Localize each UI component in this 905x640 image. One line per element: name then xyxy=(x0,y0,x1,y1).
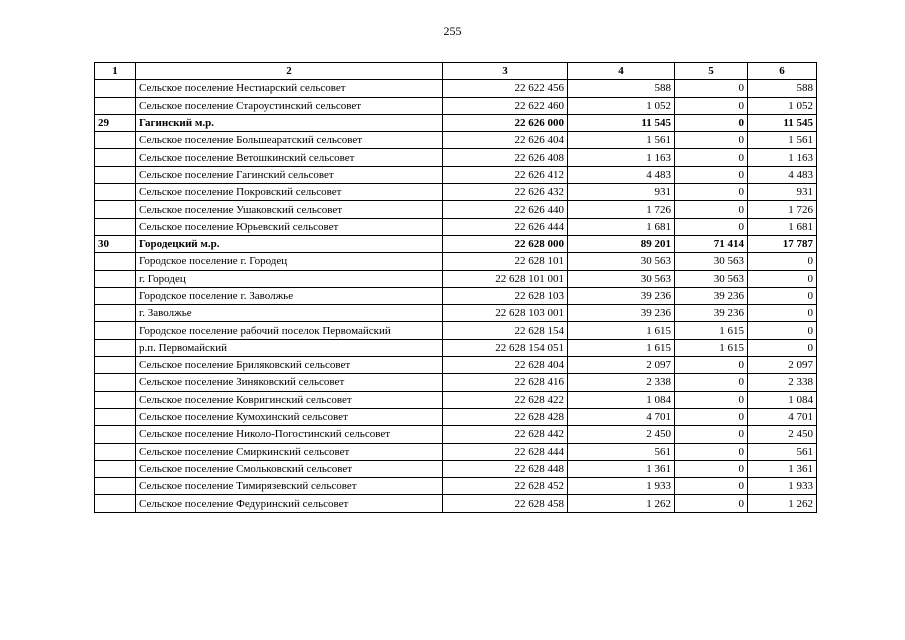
row-value-col4-cell: 2 097 xyxy=(568,357,675,374)
row-value-col6-cell: 1 262 xyxy=(748,495,817,512)
table-row xyxy=(95,132,817,149)
row-code-cell: 22 626 408 xyxy=(443,149,568,166)
row-value-col4-cell: 39 236 xyxy=(568,305,675,322)
header-col-4: 4 xyxy=(568,63,675,80)
row-value-col5-cell: 0 xyxy=(675,80,748,97)
row-value-col4-cell: 1 262 xyxy=(568,495,675,512)
row-name-cell: Сельское поселение Николо-Погостинский сельсовет xyxy=(136,426,443,443)
row-number-cell xyxy=(95,478,136,495)
row-name-cell: Сельское поселение Тимирязевский сельсовет xyxy=(136,478,443,495)
table-row xyxy=(95,374,817,391)
row-value-col6-cell: 0 xyxy=(748,270,817,287)
table-row xyxy=(95,443,817,460)
row-number-cell xyxy=(95,253,136,270)
row-value-col6-cell: 17 787 xyxy=(748,235,817,252)
table-row xyxy=(95,184,817,201)
row-code-cell: 22 626 412 xyxy=(443,166,568,183)
row-name-cell: г. Заволжье xyxy=(136,305,443,322)
row-value-col6-cell: 1 726 xyxy=(748,201,817,218)
table-row xyxy=(95,495,817,512)
row-value-col5-cell: 1 615 xyxy=(675,322,748,339)
row-value-col6-cell: 1 084 xyxy=(748,391,817,408)
row-value-col5-cell: 0 xyxy=(675,426,748,443)
row-value-col4-cell: 1 561 xyxy=(568,132,675,149)
row-value-col6-cell: 11 545 xyxy=(748,114,817,131)
table-row xyxy=(95,322,817,339)
row-value-col4-cell: 2 338 xyxy=(568,374,675,391)
table-row xyxy=(95,253,817,270)
row-value-col5-cell: 0 xyxy=(675,132,748,149)
row-value-col4-cell: 4 701 xyxy=(568,408,675,425)
row-name-cell: Сельское поселение Юрьевский сельсовет xyxy=(136,218,443,235)
row-value-col6-cell: 2 338 xyxy=(748,374,817,391)
row-value-col4-cell: 89 201 xyxy=(568,235,675,252)
header-col-1: 1 xyxy=(95,63,136,80)
row-number-cell xyxy=(95,132,136,149)
row-code-cell: 22 626 000 xyxy=(443,114,568,131)
row-code-cell: 22 628 154 xyxy=(443,322,568,339)
row-number-cell xyxy=(95,218,136,235)
row-value-col5-cell: 0 xyxy=(675,391,748,408)
table-row xyxy=(95,97,817,114)
row-number-cell xyxy=(95,305,136,322)
row-value-col5-cell: 39 236 xyxy=(675,287,748,304)
row-number-cell xyxy=(95,184,136,201)
row-value-col5-cell: 0 xyxy=(675,443,748,460)
table-row xyxy=(95,426,817,443)
row-value-col4-cell: 561 xyxy=(568,443,675,460)
table-row xyxy=(95,201,817,218)
row-value-col4-cell: 1 615 xyxy=(568,322,675,339)
table-row xyxy=(95,460,817,477)
row-value-col4-cell: 2 450 xyxy=(568,426,675,443)
row-code-cell: 22 628 428 xyxy=(443,408,568,425)
row-value-col5-cell: 0 xyxy=(675,357,748,374)
row-value-col5-cell: 0 xyxy=(675,114,748,131)
row-code-cell: 22 628 103 xyxy=(443,287,568,304)
row-code-cell: 22 628 103 001 xyxy=(443,305,568,322)
row-value-col5-cell: 0 xyxy=(675,97,748,114)
row-code-cell: 22 626 404 xyxy=(443,132,568,149)
row-value-col5-cell: 0 xyxy=(675,460,748,477)
row-value-col6-cell: 0 xyxy=(748,287,817,304)
row-code-cell: 22 626 440 xyxy=(443,201,568,218)
row-value-col4-cell: 30 563 xyxy=(568,270,675,287)
row-number-cell xyxy=(95,443,136,460)
row-code-cell: 22 628 416 xyxy=(443,374,568,391)
table-row xyxy=(95,408,817,425)
row-value-col6-cell: 2 097 xyxy=(748,357,817,374)
row-name-cell: Сельское поселение Ветошкинский сельсовет xyxy=(136,149,443,166)
row-code-cell: 22 628 101 001 xyxy=(443,270,568,287)
table-row xyxy=(95,305,817,322)
row-name-cell: Сельское поселение Бриляковский сельсовет xyxy=(136,357,443,374)
row-name-cell: Сельское поселение Ушаковский сельсовет xyxy=(136,201,443,218)
row-value-col4-cell: 931 xyxy=(568,184,675,201)
row-code-cell: 22 628 444 xyxy=(443,443,568,460)
page-number: 255 xyxy=(443,24,462,38)
row-value-col6-cell: 588 xyxy=(748,80,817,97)
row-number-cell xyxy=(95,322,136,339)
row-code-cell: 22 628 448 xyxy=(443,460,568,477)
table-row xyxy=(95,114,817,131)
row-number-cell xyxy=(95,374,136,391)
row-value-col4-cell: 4 483 xyxy=(568,166,675,183)
row-name-cell: Городское поселение рабочий поселок Первомайский xyxy=(136,322,443,339)
row-code-cell: 22 628 452 xyxy=(443,478,568,495)
row-value-col5-cell: 0 xyxy=(675,408,748,425)
row-value-col6-cell: 1 681 xyxy=(748,218,817,235)
row-number-cell xyxy=(95,80,136,97)
row-value-col6-cell: 4 701 xyxy=(748,408,817,425)
row-number-cell xyxy=(95,149,136,166)
row-value-col4-cell: 1 052 xyxy=(568,97,675,114)
table-row xyxy=(95,391,817,408)
row-number-cell xyxy=(95,426,136,443)
row-code-cell: 22 628 404 xyxy=(443,357,568,374)
row-name-cell: Сельское поселение Смиркинский сельсовет xyxy=(136,443,443,460)
row-value-col5-cell: 0 xyxy=(675,495,748,512)
row-code-cell: 22 626 444 xyxy=(443,218,568,235)
row-value-col4-cell: 1 084 xyxy=(568,391,675,408)
row-value-col6-cell: 561 xyxy=(748,443,817,460)
row-number-cell xyxy=(95,287,136,304)
row-name-cell: Сельское поселение Большеаратский сельсовет xyxy=(136,132,443,149)
row-name-cell: р.п. Первомайский xyxy=(136,339,443,356)
row-name-cell: Сельское поселение Покровский сельсовет xyxy=(136,184,443,201)
row-value-col6-cell: 4 483 xyxy=(748,166,817,183)
table-header-row xyxy=(95,63,817,80)
row-name-cell: Гагинский м.р. xyxy=(136,114,443,131)
row-value-col4-cell: 1 681 xyxy=(568,218,675,235)
row-value-col6-cell: 0 xyxy=(748,339,817,356)
row-code-cell: 22 628 000 xyxy=(443,235,568,252)
row-value-col6-cell: 931 xyxy=(748,184,817,201)
row-value-col5-cell: 39 236 xyxy=(675,305,748,322)
row-value-col5-cell: 0 xyxy=(675,166,748,183)
row-value-col6-cell: 1 561 xyxy=(748,132,817,149)
row-number-cell xyxy=(95,339,136,356)
header-col-5: 5 xyxy=(675,63,748,80)
row-number-cell xyxy=(95,391,136,408)
table-row xyxy=(95,218,817,235)
row-number-cell xyxy=(95,408,136,425)
row-code-cell: 22 628 458 xyxy=(443,495,568,512)
row-value-col6-cell: 0 xyxy=(748,253,817,270)
row-name-cell: г. Городец xyxy=(136,270,443,287)
row-code-cell: 22 628 442 xyxy=(443,426,568,443)
row-name-cell: Сельское поселение Смольковский сельсовет xyxy=(136,460,443,477)
row-number-cell xyxy=(95,270,136,287)
row-number-cell: 30 xyxy=(95,235,136,252)
row-name-cell: Городецкий м.р. xyxy=(136,235,443,252)
row-name-cell: Сельское поселение Зиняковский сельсовет xyxy=(136,374,443,391)
row-value-col5-cell: 71 414 xyxy=(675,235,748,252)
row-code-cell: 22 622 456 xyxy=(443,80,568,97)
table-row xyxy=(95,339,817,356)
row-value-col4-cell: 588 xyxy=(568,80,675,97)
row-code-cell: 22 622 460 xyxy=(443,97,568,114)
row-value-col5-cell: 0 xyxy=(675,184,748,201)
row-number-cell xyxy=(95,495,136,512)
header-col-2: 2 xyxy=(136,63,443,80)
row-name-cell: Сельское поселение Кумохинский сельсовет xyxy=(136,408,443,425)
row-value-col5-cell: 0 xyxy=(675,201,748,218)
row-value-col6-cell: 1 933 xyxy=(748,478,817,495)
row-number-cell xyxy=(95,357,136,374)
row-code-cell: 22 628 154 051 xyxy=(443,339,568,356)
row-name-cell: Сельское поселение Ковригинский сельсовет xyxy=(136,391,443,408)
row-value-col4-cell: 1 726 xyxy=(568,201,675,218)
row-value-col4-cell: 1 933 xyxy=(568,478,675,495)
header-col-6: 6 xyxy=(748,63,817,80)
row-value-col5-cell: 0 xyxy=(675,218,748,235)
row-value-col5-cell: 30 563 xyxy=(675,270,748,287)
row-number-cell: 29 xyxy=(95,114,136,131)
row-value-col5-cell: 0 xyxy=(675,149,748,166)
table-row xyxy=(95,270,817,287)
row-value-col6-cell: 0 xyxy=(748,322,817,339)
row-value-col4-cell: 11 545 xyxy=(568,114,675,131)
header-col-3: 3 xyxy=(443,63,568,80)
row-number-cell xyxy=(95,97,136,114)
row-number-cell xyxy=(95,460,136,477)
row-value-col5-cell: 0 xyxy=(675,478,748,495)
table-row xyxy=(95,149,817,166)
row-name-cell: Сельское поселение Нестиарский сельсовет xyxy=(136,80,443,97)
row-value-col4-cell: 1 361 xyxy=(568,460,675,477)
row-code-cell: 22 628 101 xyxy=(443,253,568,270)
row-value-col6-cell: 1 361 xyxy=(748,460,817,477)
table-row xyxy=(95,478,817,495)
data-table xyxy=(94,62,817,513)
row-code-cell: 22 628 422 xyxy=(443,391,568,408)
table-row xyxy=(95,287,817,304)
table-row xyxy=(95,357,817,374)
row-value-col5-cell: 0 xyxy=(675,374,748,391)
row-name-cell: Городское поселение г. Заволжье xyxy=(136,287,443,304)
row-name-cell: Сельское поселение Федуринский сельсовет xyxy=(136,495,443,512)
row-value-col5-cell: 30 563 xyxy=(675,253,748,270)
row-value-col6-cell: 2 450 xyxy=(748,426,817,443)
row-name-cell: Сельское поселение Староустинский сельсовет xyxy=(136,97,443,114)
row-number-cell xyxy=(95,166,136,183)
row-number-cell xyxy=(95,201,136,218)
row-code-cell: 22 626 432 xyxy=(443,184,568,201)
row-value-col4-cell: 39 236 xyxy=(568,287,675,304)
row-name-cell: Сельское поселение Гагинский сельсовет xyxy=(136,166,443,183)
table-row xyxy=(95,166,817,183)
table-row xyxy=(95,235,817,252)
row-value-col6-cell: 1 163 xyxy=(748,149,817,166)
row-value-col6-cell: 0 xyxy=(748,305,817,322)
row-value-col6-cell: 1 052 xyxy=(748,97,817,114)
row-value-col4-cell: 1 163 xyxy=(568,149,675,166)
row-value-col4-cell: 1 615 xyxy=(568,339,675,356)
table-row xyxy=(95,80,817,97)
row-name-cell: Городское поселение г. Городец xyxy=(136,253,443,270)
table-body xyxy=(95,80,817,512)
row-value-col4-cell: 30 563 xyxy=(568,253,675,270)
row-value-col5-cell: 1 615 xyxy=(675,339,748,356)
